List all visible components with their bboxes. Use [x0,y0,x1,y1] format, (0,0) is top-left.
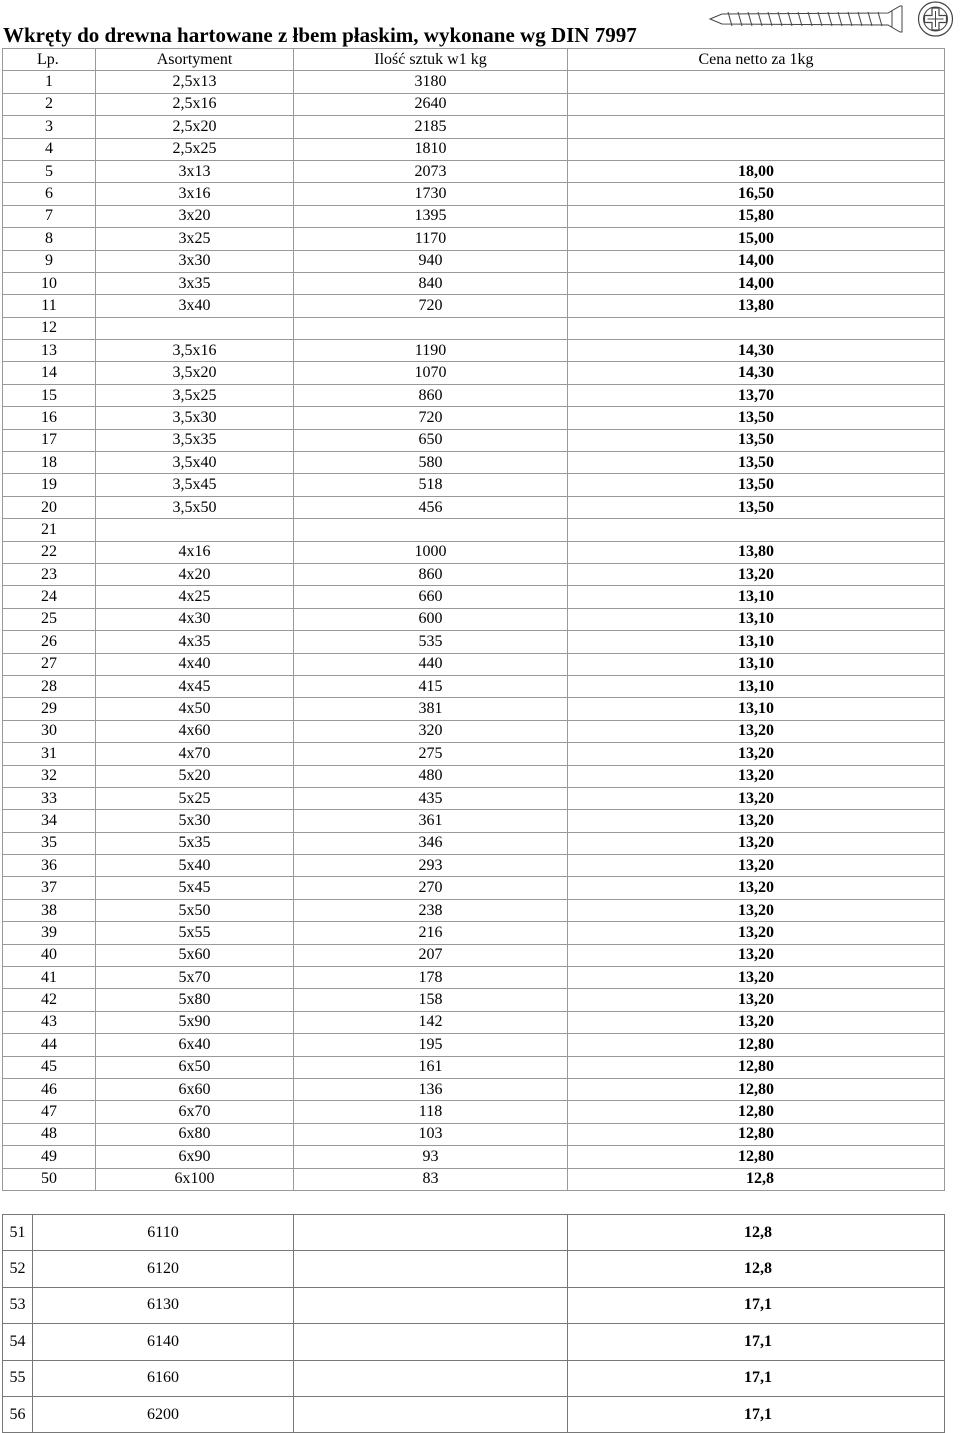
cell-cena: 15,80 [568,205,945,227]
table-row [3,586,945,608]
cell-cena: 13,50 [568,452,945,474]
cell-asortyment: 5x30 [96,810,294,832]
cell-cena: 14,30 [568,340,945,362]
cell-lp: 19 [3,474,96,496]
table-row [3,855,945,877]
table-row [3,407,945,429]
cell-asortyment: 6200 [33,1396,294,1432]
table-row [3,160,945,182]
cell-ilosc: 480 [294,765,568,787]
cell-cena: 13,10 [568,675,945,697]
cell-asortyment: 4x35 [96,631,294,653]
table-row [3,989,945,1011]
cell-lp: 20 [3,496,96,518]
table-row [3,1215,945,1251]
cell-lp: 27 [3,653,96,675]
cell-lp: 33 [3,787,96,809]
table-row [3,116,945,138]
cell-lp: 46 [3,1078,96,1100]
table-row [3,787,945,809]
cell-lp: 41 [3,967,96,989]
cell-ilosc [294,1215,568,1251]
cell-ilosc: 361 [294,810,568,832]
cell-cena: 12,8 [568,1168,945,1190]
cell-asortyment: 3x20 [96,205,294,227]
table-row [3,1101,945,1123]
cell-ilosc: 195 [294,1034,568,1056]
table-row [3,832,945,854]
cell-ilosc: 270 [294,877,568,899]
cell-cena: 13,20 [568,944,945,966]
cell-ilosc: 207 [294,944,568,966]
cell-lp: 18 [3,452,96,474]
cell-lp: 48 [3,1123,96,1145]
cell-asortyment: 3x40 [96,295,294,317]
cell-asortyment: 6x60 [96,1078,294,1100]
cell-cena: 13,20 [568,787,945,809]
cell-lp: 23 [3,563,96,585]
cell-asortyment: 4x40 [96,653,294,675]
cell-ilosc: 435 [294,787,568,809]
cell-asortyment: 2,5x16 [96,93,294,115]
cell-cena: 13,10 [568,586,945,608]
table-row [3,519,945,541]
cell-cena: 17,1 [568,1360,945,1396]
cell-cena: 13,50 [568,474,945,496]
cell-asortyment: 3x35 [96,272,294,294]
table-row [3,653,945,675]
cell-cena: 13,20 [568,877,945,899]
cell-lp: 50 [3,1168,96,1190]
cell-cena: 13,70 [568,384,945,406]
table-row [3,1287,945,1323]
cell-ilosc [294,1360,568,1396]
cell-cena: 13,20 [568,899,945,921]
table-row [3,496,945,518]
cell-ilosc: 720 [294,407,568,429]
cell-cena: 12,80 [568,1056,945,1078]
cell-lp: 16 [3,407,96,429]
cell-ilosc: 118 [294,1101,568,1123]
cell-asortyment: 6120 [33,1251,294,1287]
cell-cena: 12,8 [568,1215,945,1251]
cell-lp: 24 [3,586,96,608]
table-row [3,205,945,227]
cell-asortyment: 4x16 [96,541,294,563]
cross-head-icon [912,0,959,38]
cell-asortyment: 5x55 [96,922,294,944]
cell-ilosc: 1190 [294,340,568,362]
cell-cena: 17,1 [568,1324,945,1360]
cell-ilosc: 275 [294,743,568,765]
cell-lp: 51 [3,1215,33,1251]
cell-ilosc: 1070 [294,362,568,384]
cell-lp: 43 [3,1011,96,1033]
table-row [3,71,945,93]
cell-ilosc: 440 [294,653,568,675]
cell-lp: 47 [3,1101,96,1123]
cell-lp: 17 [3,429,96,451]
cell-asortyment: 4x60 [96,720,294,742]
cell-ilosc: 840 [294,272,568,294]
cell-ilosc: 1395 [294,205,568,227]
table-row [3,93,945,115]
cell-asortyment: 3,5x20 [96,362,294,384]
cell-lp: 3 [3,116,96,138]
cell-cena: 13,10 [568,653,945,675]
cell-cena [568,93,945,115]
cell-asortyment: 4x70 [96,743,294,765]
cell-asortyment: 4x20 [96,563,294,585]
cell-asortyment: 5x90 [96,1011,294,1033]
cell-lp: 39 [3,922,96,944]
cell-cena: 12,80 [568,1101,945,1123]
cell-cena [568,116,945,138]
cell-ilosc: 518 [294,474,568,496]
cell-asortyment: 5x40 [96,855,294,877]
cell-asortyment: 2,5x25 [96,138,294,160]
header-lp: Lp. [3,49,96,71]
cell-lp: 12 [3,317,96,339]
table-row [3,1123,945,1145]
cell-ilosc [294,1324,568,1360]
cell-ilosc: 415 [294,675,568,697]
cell-asortyment: 5x70 [96,967,294,989]
cell-cena: 13,20 [568,765,945,787]
cell-asortyment: 6130 [33,1287,294,1323]
cell-ilosc: 720 [294,295,568,317]
table-row [3,272,945,294]
cell-asortyment: 3x30 [96,250,294,272]
cell-lp: 42 [3,989,96,1011]
table-row [3,1056,945,1078]
cell-lp: 7 [3,205,96,227]
table-row [3,250,945,272]
cell-ilosc: 161 [294,1056,568,1078]
cell-asortyment: 4x25 [96,586,294,608]
cell-cena: 13,50 [568,429,945,451]
cell-cena: 15,00 [568,228,945,250]
cell-ilosc: 1730 [294,183,568,205]
cell-ilosc: 2073 [294,160,568,182]
cell-lp: 37 [3,877,96,899]
cell-cena: 16,50 [568,183,945,205]
cell-cena: 12,80 [568,1078,945,1100]
cell-cena: 12,8 [568,1251,945,1287]
cell-asortyment: 3,5x16 [96,340,294,362]
cell-asortyment: 5x25 [96,787,294,809]
cell-cena: 13,50 [568,407,945,429]
cell-ilosc: 660 [294,586,568,608]
cell-lp: 6 [3,183,96,205]
cell-ilosc: 381 [294,698,568,720]
cell-ilosc: 238 [294,899,568,921]
header-cena: Cena netto za 1kg [568,49,945,71]
table-row [3,810,945,832]
cell-lp: 53 [3,1287,33,1323]
table-row [3,698,945,720]
table-row [3,675,945,697]
cell-lp: 15 [3,384,96,406]
cell-cena: 18,00 [568,160,945,182]
table-row [3,362,945,384]
cell-asortyment: 4x30 [96,608,294,630]
table-row [3,877,945,899]
cell-ilosc [294,1287,568,1323]
cell-lp: 13 [3,340,96,362]
cell-lp: 31 [3,743,96,765]
table-row [3,608,945,630]
cell-ilosc: 346 [294,832,568,854]
cell-asortyment: 5x20 [96,765,294,787]
cell-ilosc: 1810 [294,138,568,160]
cell-lp: 5 [3,160,96,182]
cell-ilosc: 158 [294,989,568,1011]
price-table [2,48,945,1191]
cell-asortyment: 6160 [33,1360,294,1396]
cell-lp: 32 [3,765,96,787]
cell-cena: 13,20 [568,720,945,742]
cell-cena: 13,20 [568,989,945,1011]
cell-cena: 13,20 [568,832,945,854]
cell-ilosc: 178 [294,967,568,989]
table-row [3,1168,945,1190]
cell-lp: 8 [3,228,96,250]
cell-asortyment: 6x90 [96,1146,294,1168]
cell-cena: 12,80 [568,1123,945,1145]
cell-lp: 35 [3,832,96,854]
table-row [3,944,945,966]
cell-lp: 44 [3,1034,96,1056]
cell-lp: 29 [3,698,96,720]
cell-cena: 14,30 [568,362,945,384]
cell-asortyment: 4x50 [96,698,294,720]
cell-cena [568,71,945,93]
table-row [3,1078,945,1100]
cell-cena: 17,1 [568,1396,945,1432]
cell-ilosc: 142 [294,1011,568,1033]
cell-ilosc [294,1251,568,1287]
cell-lp: 38 [3,899,96,921]
cell-cena: 13,80 [568,541,945,563]
header-ilosc: Ilość sztuk w1 kg [294,49,568,71]
cell-cena: 14,00 [568,272,945,294]
cell-cena: 13,20 [568,922,945,944]
table-row [3,743,945,765]
cell-asortyment: 3,5x25 [96,384,294,406]
cell-lp: 2 [3,93,96,115]
table-row [3,1034,945,1056]
cell-asortyment: 5x35 [96,832,294,854]
table-row [3,765,945,787]
cell-ilosc: 1000 [294,541,568,563]
cell-cena: 13,20 [568,563,945,585]
cell-asortyment: 6140 [33,1324,294,1360]
cell-cena: 13,80 [568,295,945,317]
cell-asortyment: 6x50 [96,1056,294,1078]
cell-lp: 49 [3,1146,96,1168]
cell-asortyment: 4x45 [96,675,294,697]
cell-ilosc [294,519,568,541]
cell-ilosc: 320 [294,720,568,742]
cell-cena [568,519,945,541]
cell-lp: 26 [3,631,96,653]
cell-ilosc: 456 [294,496,568,518]
table-row [3,1324,945,1360]
cell-ilosc: 3180 [294,71,568,93]
table-row [3,228,945,250]
cell-lp: 36 [3,855,96,877]
cell-ilosc: 860 [294,384,568,406]
cell-cena [568,138,945,160]
cell-lp: 10 [3,272,96,294]
cell-lp: 14 [3,362,96,384]
cell-lp: 25 [3,608,96,630]
table-header-row [3,49,945,71]
cell-asortyment: 5x50 [96,899,294,921]
cell-ilosc: 650 [294,429,568,451]
cell-ilosc: 216 [294,922,568,944]
table-row [3,474,945,496]
screw-side-view-icon [708,2,908,36]
cell-lp: 4 [3,138,96,160]
table-row [3,138,945,160]
table-row [3,295,945,317]
table-row [3,967,945,989]
cell-lp: 45 [3,1056,96,1078]
cell-asortyment: 3,5x30 [96,407,294,429]
table-row [3,631,945,653]
cell-lp: 21 [3,519,96,541]
cell-cena: 13,10 [568,631,945,653]
cell-lp: 56 [3,1396,33,1432]
cell-asortyment: 3x25 [96,228,294,250]
cell-asortyment: 3,5x35 [96,429,294,451]
table-row [3,429,945,451]
cell-lp: 55 [3,1360,33,1396]
table-row [3,183,945,205]
cell-asortyment: 5x45 [96,877,294,899]
cell-ilosc: 535 [294,631,568,653]
cell-asortyment: 5x60 [96,944,294,966]
cell-lp: 30 [3,720,96,742]
cell-lp: 40 [3,944,96,966]
table-row [3,899,945,921]
cell-asortyment: 6x100 [96,1168,294,1190]
cell-ilosc: 83 [294,1168,568,1190]
cell-ilosc: 940 [294,250,568,272]
cell-ilosc: 103 [294,1123,568,1145]
cell-ilosc: 2185 [294,116,568,138]
cell-asortyment: 3,5x50 [96,496,294,518]
cell-lp: 22 [3,541,96,563]
cell-ilosc [294,1396,568,1432]
cell-cena: 17,1 [568,1287,945,1323]
cell-asortyment [96,317,294,339]
cell-asortyment: 2,5x13 [96,71,294,93]
cell-cena: 13,20 [568,855,945,877]
cell-cena: 13,20 [568,1011,945,1033]
cell-ilosc: 293 [294,855,568,877]
table-row [3,452,945,474]
table-row [3,317,945,339]
cell-lp: 1 [3,71,96,93]
cell-asortyment: 5x80 [96,989,294,1011]
cell-lp: 11 [3,295,96,317]
cell-ilosc: 136 [294,1078,568,1100]
cell-asortyment: 6110 [33,1215,294,1251]
cell-ilosc: 860 [294,563,568,585]
cell-cena: 13,10 [568,698,945,720]
table-row [3,1360,945,1396]
cell-ilosc: 2640 [294,93,568,115]
cell-asortyment: 3,5x45 [96,474,294,496]
cell-lp: 54 [3,1324,33,1360]
cell-cena: 13,10 [568,608,945,630]
header-asortyment: Asortyment [96,49,294,71]
table-row [3,720,945,742]
page-title: Wkręty do drewna hartowane z łbem płaskim, wykonane wg DIN 7997 [3,23,637,47]
cell-cena: 13,20 [568,967,945,989]
cell-asortyment: 6x70 [96,1101,294,1123]
table-row [3,1396,945,1432]
cell-cena: 13,20 [568,743,945,765]
table-row [3,1011,945,1033]
table-row [3,922,945,944]
cell-lp: 34 [3,810,96,832]
table-row [3,563,945,585]
cell-cena: 14,00 [568,250,945,272]
table-row [3,1251,945,1287]
cell-cena: 13,50 [568,496,945,518]
cell-ilosc: 1170 [294,228,568,250]
cell-asortyment [96,519,294,541]
cell-ilosc: 600 [294,608,568,630]
cell-ilosc: 93 [294,1146,568,1168]
cell-cena: 13,20 [568,810,945,832]
cell-lp: 52 [3,1251,33,1287]
cell-cena: 12,80 [568,1146,945,1168]
cell-asortyment: 2,5x20 [96,116,294,138]
cell-cena: 12,80 [568,1034,945,1056]
cell-asortyment: 3x16 [96,183,294,205]
cell-asortyment: 6x40 [96,1034,294,1056]
cell-cena [568,317,945,339]
table-row [3,384,945,406]
cell-lp: 9 [3,250,96,272]
extra-price-table [2,1214,945,1433]
cell-asortyment: 3x13 [96,160,294,182]
cell-asortyment: 3,5x40 [96,452,294,474]
cell-ilosc: 580 [294,452,568,474]
table-row [3,1146,945,1168]
cell-lp: 28 [3,675,96,697]
table-row [3,541,945,563]
cell-ilosc [294,317,568,339]
cell-asortyment: 6x80 [96,1123,294,1145]
table-row [3,340,945,362]
